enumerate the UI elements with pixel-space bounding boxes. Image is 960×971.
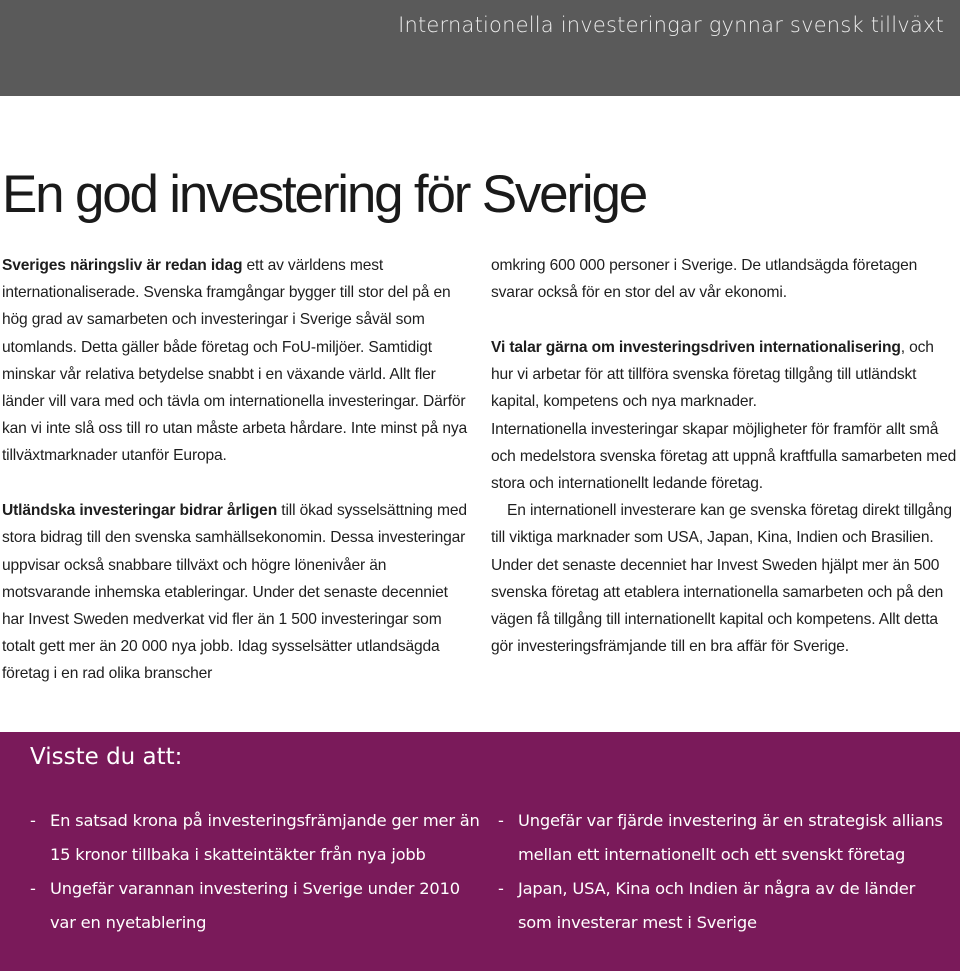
paragraph-internationalisation-lead: Vi talar gärna om investeringsdriven internationalisering [491, 338, 901, 356]
paragraph-investments-lead: Utländska investeringar bidrar årligen [2, 502, 278, 520]
fact-text: En satsad krona på investeringsfrämjande ger mer än 15 kronor tillbaka i skatteintäkter från nya jobb [50, 811, 480, 864]
page-title: En god investering för Sverige [2, 165, 647, 224]
paragraph-investments-text: till ökad sysselsättning med stora bidrag till den svenska samhällsekonomin. Dessa investeringar uppvisar också snabbare tillväxt och högre lönenivåer än motsvarande inhemska etableringar. Under det senaste decenniet har Invest Sweden medverkat vid fler än 1 500 investeringar som totalt gett mer än 20 000 nya jobb. Idag sysselsätter utlandsägda företag i en rad olika branscher [2, 502, 467, 683]
fact-text: Ungefär varannan investering i Sverige under 2010 var en nyetablering [50, 879, 460, 932]
facts-box-title: Visste du att: [30, 744, 183, 770]
fact-item [30, 804, 480, 872]
fact-dash: - [30, 811, 36, 830]
paragraph-intro [2, 252, 472, 470]
fact-text: Ungefär var fjärde investering är en strategisk allians mellan ett internationellt och ett svenskt företag [518, 811, 943, 864]
paragraph-internationalisation-text: , och hur vi arbetar för att tillföra svenska företag tillgång till utländskt kapital, kompetens och nya marknader. [491, 338, 934, 411]
fact-dash: - [498, 879, 504, 898]
header-band [0, 0, 960, 96]
paragraph-intro-text: ett av världens mest internationaliserade. Svenska framgångar bygger till stor del på en hög grad av samarbeten och investeringar i Sverige såväl som utomlands. Detta gäller både företag och FoU-miljöer. Samtidigt minskar vår relativa betydelse snabbt i en växande värld. Allt fler länder vill vara med och tävla om internationella investeringar. Därför kan vi inte slå oss till ro utan måste arbeta hårdare. Inte minst på nya tillväxtmarknader utanför Europa. [2, 257, 468, 465]
paragraph-opportunities: Internationella investeringar skapar möjligheter för framför allt små och medelstora svenska företag att uppnå kraftfulla samarbeten med stora och internationellt ledande företag. [491, 420, 957, 492]
paragraph-employment: omkring 600 000 personer i Sverige. De utlandsägda företagen svarar också för en stor del av vår ekonomi. [491, 257, 918, 302]
fact-item [30, 872, 480, 940]
facts-box [0, 732, 960, 971]
facts-list-left [30, 804, 480, 940]
right-column [491, 252, 957, 660]
paragraph-investor: En internationell investerare kan ge svenska företag direkt tillgång till viktiga marknader som USA, Japan, Kina, Indien och Brasilien. Under det senaste decenniet har Invest Sweden hjälpt mer än 500 svenska företag att etablera internationella samarbeten och på den vägen få tillgång till internationellt kapital och kompetens. Allt detta gör investeringsfrämjande till en bra affär för Sverige. [491, 502, 952, 656]
paragraph-intro-lead: Sveriges näringsliv är redan idag [2, 257, 243, 274]
fact-item [498, 804, 948, 872]
fact-dash: - [30, 879, 36, 898]
fact-dash: - [498, 811, 504, 830]
fact-item [498, 872, 948, 940]
fact-text: Japan, USA, Kina och Indien är några av de länder som investerar mest i Sverige [518, 879, 916, 932]
left-column [2, 252, 472, 688]
paragraph-investments [2, 497, 472, 687]
header-title: Internationella investeringar gynnar svensk tillväxt [398, 13, 944, 37]
facts-list-right [498, 804, 948, 940]
paragraph-internationalisation [491, 334, 957, 416]
